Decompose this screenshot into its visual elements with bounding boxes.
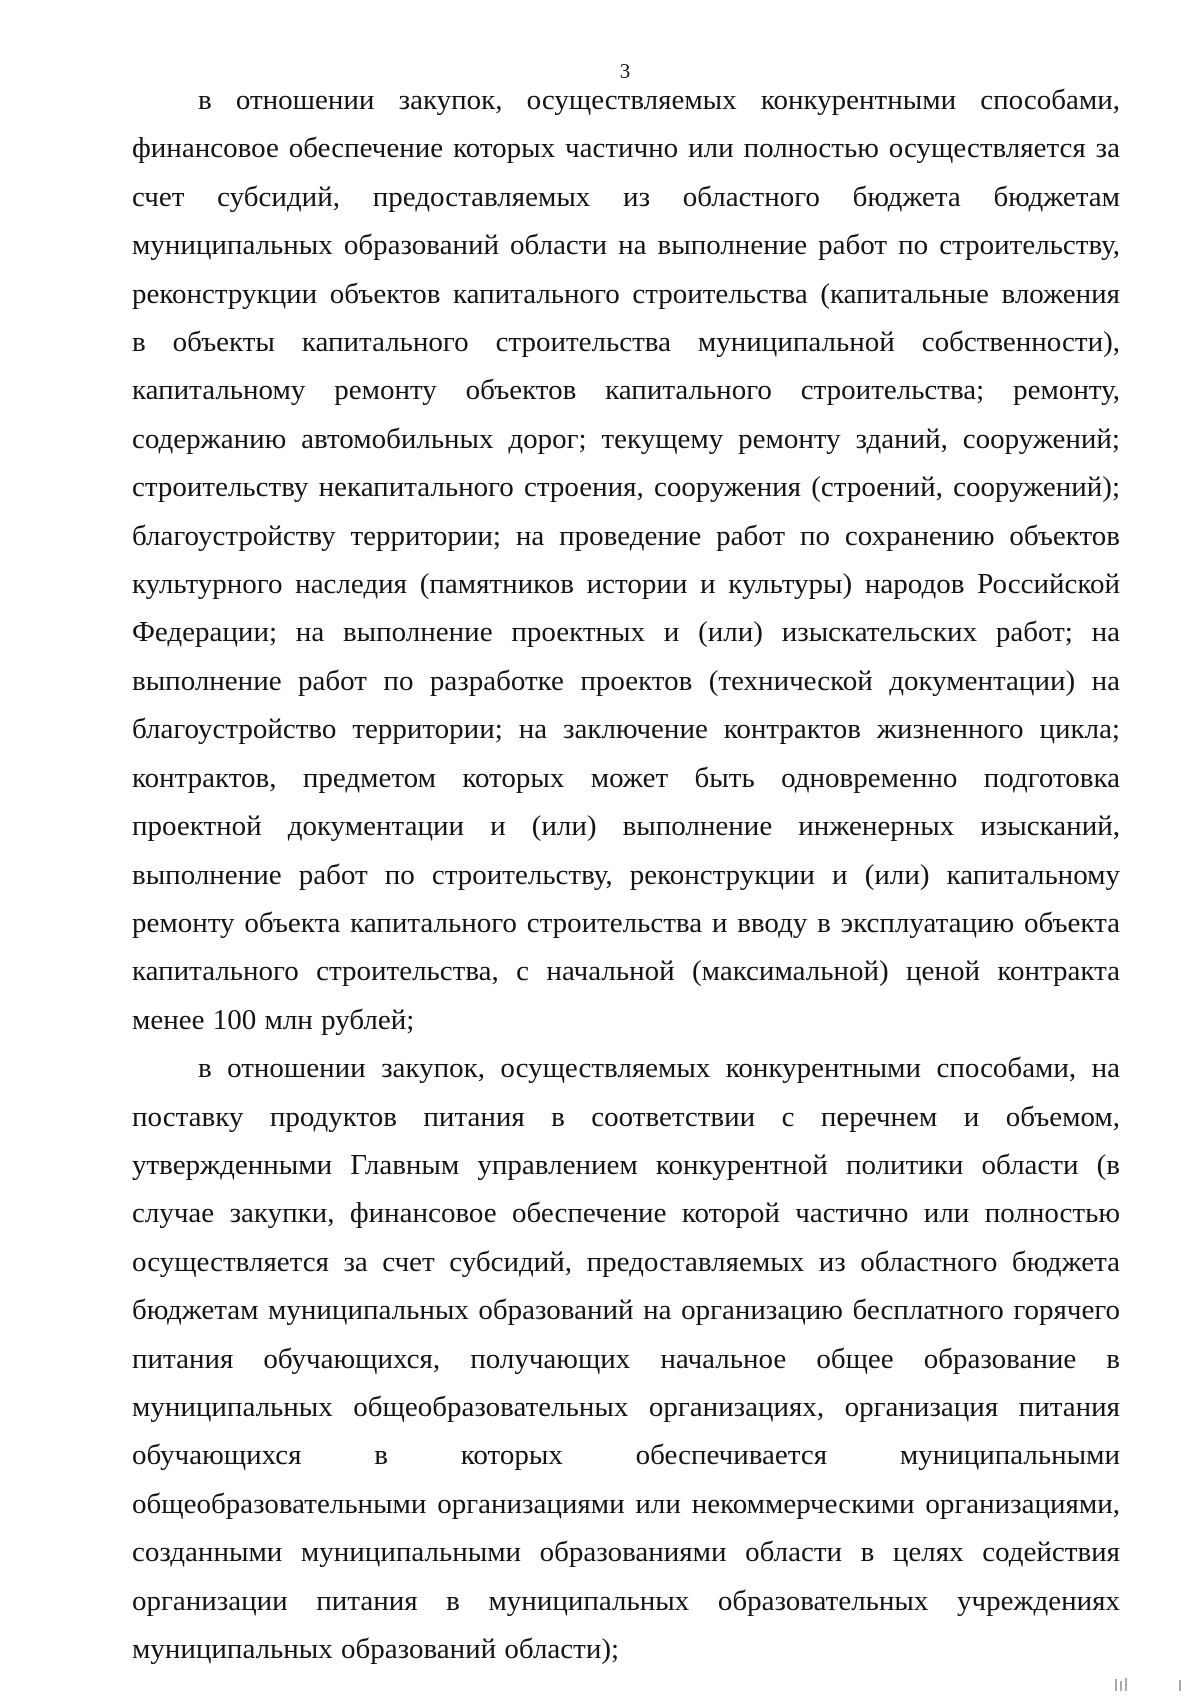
document-body: [132, 76, 1120, 1673]
scan-artifact-marks: [1110, 1677, 1200, 1691]
page-number: 3: [619, 59, 631, 83]
paragraph-2: в отношении закупок, осуществляемых конкурентными способами, на поставку продуктов питания в соответствии с перечнем и объемом, утвержденными Главным управлением конкурентной политики области (в случае закупки, финансовое обеспечение которой частично или полностью осуществляется за счет субсидий, предоставляемых из областного бюджета бюджетам муниципальных образований на организацию бесплатного горячего питания обучающихся, получающих начальное общее образование в муниципальных общеобразовательных организациях, организация питания обучающихся в которых обеспечивается муниципальными общеобразовательными организациями или некоммерческими организациями, созданными муниципальными образованиями области в целях содействия организации питания в муниципальных образовательных учреждениях муниципальных образований области);: [132, 1052, 1120, 1665]
paragraph-1: в отношении закупок, осуществляемых конкурентными способами, финансовое обеспечение которых частично или полностью осуществляется за счет субсидий, предоставляемых из областного бюджета бюджетам муниципальных образований области на выполнение работ по строительству, реконструкции объектов капитального строительства (капитальные вложения в объекты капитального строительства муниципальной собственности), капитальному ремонту объектов капитального строительства; ремонту, содержанию автомобильных дорог; текущему ремонту зданий, сооружений; строительству некапитального строения, сооружения (строений, сооружений); благоустройству территории; на проведение работ по сохранению объектов культурного наследия (памятников истории и культуры) народов Российской Федерации; на выполнение проектных и (или) изыскательских работ; на выполнение работ по разработке проектов (технической документации) на благоустройство территории; на заключение контрактов жизненного цикла; контрактов, предметом которых может быть одновременно подготовка проектной документации и (или) выполнение инженерных изысканий, выполнение работ по строительству, реконструкции и (или) капитальному ремонту объекта капитального строительства и вводу в эксплуатацию объекта капитального строительства, с начальной (максимальной) ценой контракта менее 100 млн рублей;: [132, 84, 1120, 1036]
